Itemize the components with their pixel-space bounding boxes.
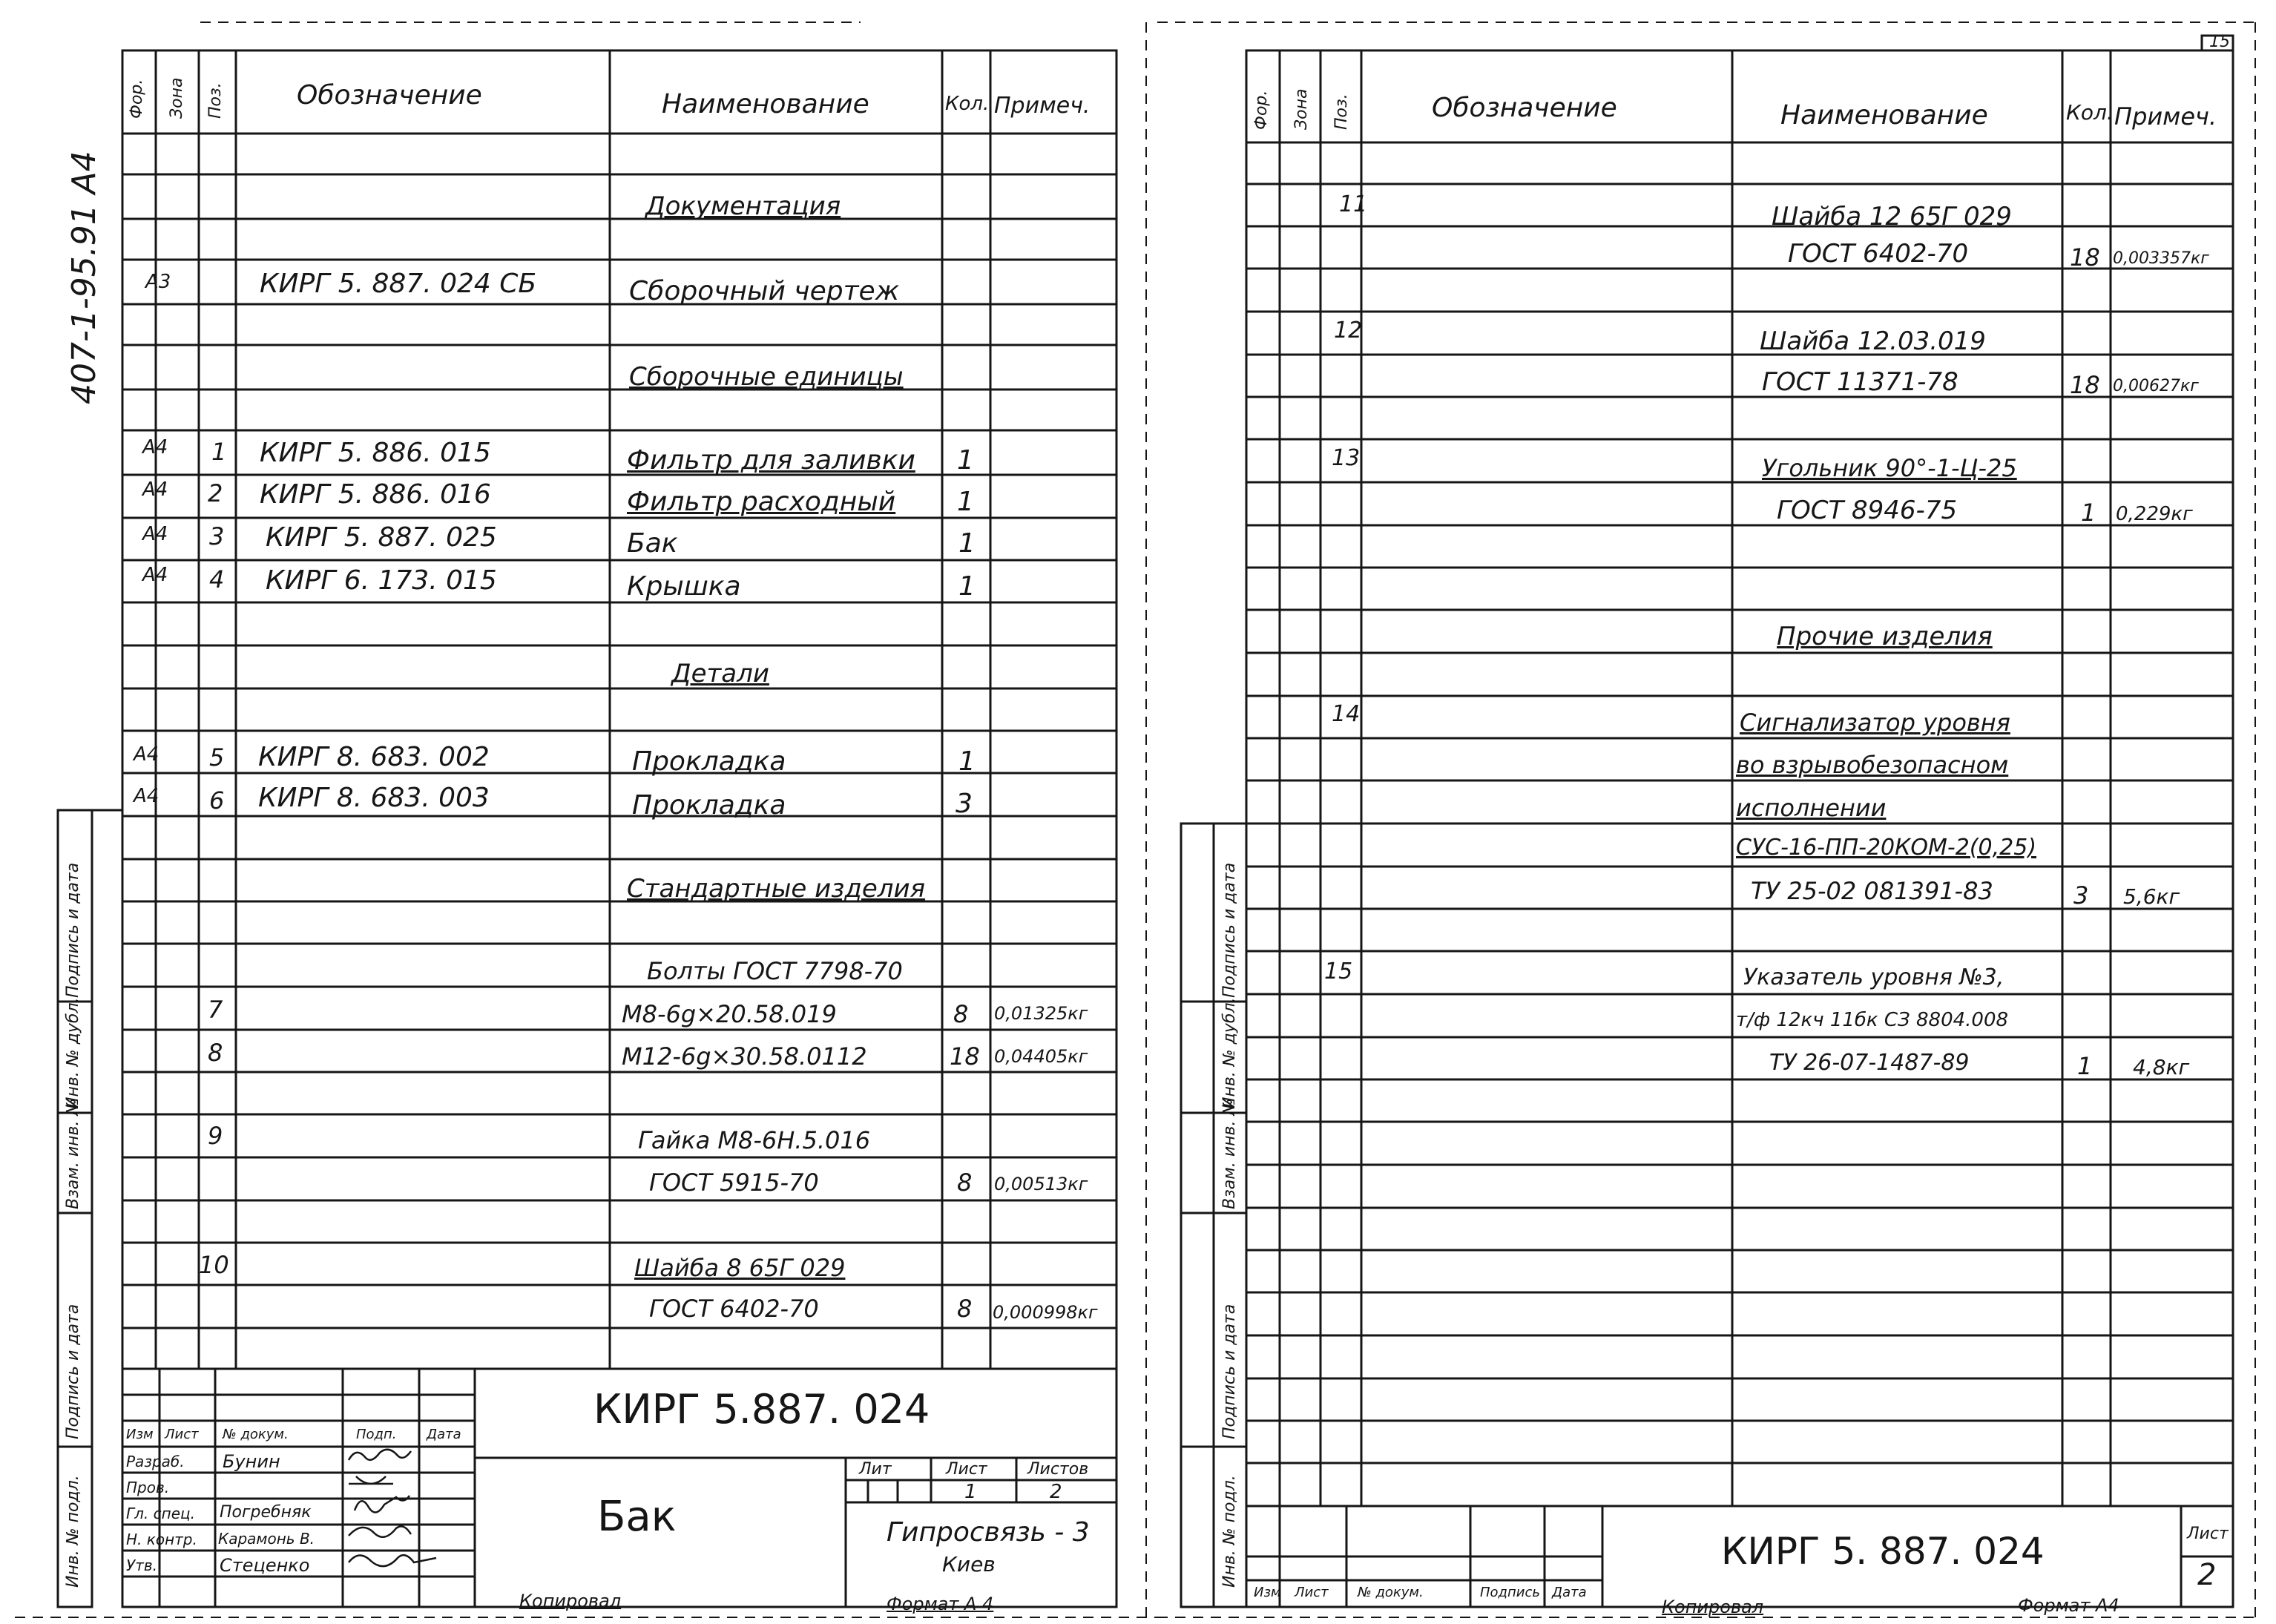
row-name: Прокладка — [632, 790, 786, 821]
row-name: Бак — [627, 528, 678, 559]
title-col-change: Изм — [126, 1427, 154, 1442]
side-label-replace-inv: Взам. инв. № — [1220, 1098, 1239, 1209]
row-pos: 15 — [1324, 959, 1353, 984]
row-qty: 1 — [957, 445, 974, 476]
row-name: Прокладка — [632, 746, 786, 777]
row-note: 0,003357кг — [2113, 249, 2209, 268]
header-format: Фор. — [128, 79, 146, 119]
header-zone: Зона — [1292, 88, 1311, 130]
row-qty: 1 — [958, 746, 976, 777]
footer-copied: Копировал — [519, 1591, 622, 1611]
row-designation: КИРГ 5. 887. 024 СБ — [260, 269, 537, 299]
side-label-sign-date: Подпись и дата — [1220, 1304, 1239, 1439]
row-name: Сигнализатор уровня — [1740, 709, 2010, 737]
title-col-date: Дата — [427, 1427, 461, 1442]
row-format: А4 — [142, 436, 168, 458]
row-designation: КИРГ 6. 173. 015 — [266, 565, 497, 596]
row-qty: 3 — [2073, 881, 2089, 910]
title-role: Н. контр. — [126, 1531, 197, 1548]
row-pos: 5 — [209, 743, 225, 772]
row-name: ГОСТ 8946-75 — [1777, 496, 1958, 525]
row-pos: 10 — [199, 1251, 229, 1279]
row-name: Указатель уровня №3, — [1743, 964, 2004, 990]
title-sheets-label: Листов — [1027, 1460, 1089, 1479]
title-role-name: Погребняк — [220, 1503, 312, 1522]
row-name: Гайка М8-6Н.5.016 — [638, 1126, 871, 1154]
row-name: ГОСТ 11371-78 — [1762, 367, 1958, 397]
row-qty: 1 — [957, 487, 974, 517]
title-sheet-value: 2 — [2197, 1558, 2217, 1592]
title-org-line2: Киев — [942, 1552, 996, 1577]
row-name: ГОСТ 6402-70 — [649, 1295, 819, 1323]
row-name: ТУ 26-07-1487-89 — [1769, 1050, 1970, 1076]
title-role: Утв. — [126, 1556, 157, 1574]
footer-format: Формат А4 — [2018, 1595, 2119, 1616]
title-doc-code: КИРГ 5. 887. 024 — [1721, 1530, 2045, 1573]
title-doc-code: КИРГ 5.887. 024 — [593, 1386, 930, 1433]
row-pos: 9 — [208, 1122, 223, 1150]
header-designation: Обозначение — [297, 80, 482, 111]
row-name: ГОСТ 6402-70 — [1788, 239, 1969, 269]
row-name: Шайба 12 65Г 029 — [1772, 202, 2012, 231]
row-qty: 18 — [2070, 371, 2100, 399]
row-pos: 11 — [1339, 191, 1368, 217]
row-pos: 12 — [1334, 318, 1363, 343]
title-col-sheet: Лист — [165, 1427, 199, 1442]
row-name: СУС-16-ПП-20КОМ-2(0,25) — [1736, 835, 2037, 861]
row-name: Шайба 12.03.019 — [1760, 326, 1986, 356]
row-pos: 7 — [208, 996, 223, 1024]
row-note: 0,00627кг — [2113, 377, 2199, 395]
row-qty: 8 — [957, 1168, 973, 1197]
page-number: 15 — [2209, 33, 2230, 51]
row-note: 0,01325кг — [994, 1003, 1088, 1024]
row-note: 0,00513кг — [994, 1174, 1088, 1194]
row-pos: 14 — [1332, 701, 1361, 727]
title-col-change: Изм — [1254, 1585, 1281, 1600]
row-qty: 1 — [2077, 1052, 2093, 1080]
row-designation: КИРГ 8. 683. 003 — [258, 783, 490, 813]
title-product-name: Бак — [597, 1493, 677, 1541]
title-col-docno: № докум. — [223, 1427, 289, 1442]
title-role-name: Стеценко — [220, 1555, 310, 1576]
row-note: 0,000998кг — [993, 1302, 1098, 1323]
title-sheet-label: Лист — [946, 1460, 987, 1479]
row-format: А4 — [142, 564, 168, 586]
header-name: Наименование — [662, 89, 869, 119]
row-note: 0,04405кг — [994, 1046, 1088, 1067]
title-role-name: Карамонь В. — [218, 1530, 315, 1548]
row-name: Болты ГОСТ 7798-70 — [647, 957, 903, 985]
row-name: во взрывобезопасном — [1736, 751, 2009, 779]
header-note: Примеч. — [2114, 102, 2217, 131]
row-qty: 1 — [958, 528, 976, 559]
title-role: Гл. спец. — [126, 1505, 195, 1522]
section-assembly-units: Сборочные единицы — [629, 362, 904, 392]
title-col-sheet: Лист — [1295, 1585, 1329, 1600]
title-role: Разраб. — [126, 1453, 185, 1470]
header-designation: Обозначение — [1432, 93, 1617, 123]
row-note: 4,8кг — [2133, 1055, 2190, 1079]
side-label-sign-date: Подпись и дата — [1220, 862, 1239, 998]
title-stage-label: Лит — [859, 1460, 892, 1479]
title-sheet-label: Лист — [2187, 1525, 2229, 1543]
title-role: Пров. — [126, 1479, 170, 1496]
section-parts: Детали — [671, 659, 769, 688]
row-name: ГОСТ 5915-70 — [649, 1168, 819, 1197]
title-col-signature: Подпись — [1480, 1585, 1540, 1600]
row-note: 5,6кг — [2123, 884, 2180, 909]
footer-copied: Копировал — [1662, 1597, 1764, 1617]
title-org-line1: Гипросвязь - 3 — [887, 1517, 1090, 1548]
row-qty: 3 — [956, 789, 973, 819]
row-pos: 13 — [1332, 445, 1361, 471]
row-designation: КИРГ 8. 683. 002 — [258, 742, 490, 772]
title-col-date: Дата — [1552, 1585, 1587, 1600]
header-name: Наименование — [1780, 100, 1988, 131]
row-name: ТУ 25-02 081391-83 — [1751, 877, 1993, 905]
row-qty: 8 — [957, 1295, 973, 1323]
header-format: Фор. — [1252, 90, 1271, 130]
row-name: Сборочный чертеж — [629, 276, 900, 306]
row-qty: 8 — [953, 1000, 969, 1028]
row-name: исполнении — [1736, 794, 1887, 822]
section-standard-items: Стандартные изделия — [627, 874, 926, 904]
row-format: А4 — [142, 479, 168, 501]
title-col-docno: № докум. — [1358, 1585, 1424, 1600]
title-sheets-value: 2 — [1050, 1481, 1062, 1503]
row-qty: 1 — [958, 571, 976, 602]
row-qty: 1 — [2081, 499, 2096, 527]
title-col-signature: Подп. — [356, 1427, 397, 1442]
row-name: М12-6g×30.58.0112 — [622, 1042, 867, 1071]
row-pos: 3 — [209, 522, 225, 550]
row-name: Угольник 90°-1-Ц-25 — [1762, 454, 2017, 482]
row-name: т/ф 12кч 11бк СЗ 8804.008 — [1736, 1009, 2009, 1031]
header-pos: Поз. — [206, 82, 225, 119]
row-name: Шайба 8 65Г 029 — [634, 1254, 846, 1282]
side-label-inv-orig: Инв. № подл. — [64, 1475, 82, 1588]
row-designation: КИРГ 5. 887. 025 — [266, 522, 497, 553]
row-name: Крышка — [627, 571, 741, 602]
header-qty: Кол. — [945, 93, 990, 115]
row-format: А4 — [142, 523, 168, 545]
row-qty: 18 — [950, 1042, 980, 1071]
row-format: А3 — [145, 271, 171, 293]
row-name: М8-6g×20.58.019 — [622, 1000, 837, 1028]
side-label-replace-inv: Взам. инв. № — [64, 1098, 82, 1209]
row-pos: 8 — [208, 1039, 223, 1067]
row-pos: 4 — [209, 565, 225, 594]
title-role-name: Бунин — [223, 1451, 280, 1472]
header-zone: Зона — [168, 77, 186, 119]
row-format: А4 — [134, 743, 159, 766]
side-label-inv-dup: Инв. № дубл. — [1220, 997, 1239, 1109]
side-label-inv-orig: Инв. № подл. — [1220, 1475, 1239, 1588]
title-sheet-value: 1 — [964, 1481, 977, 1503]
row-designation: КИРГ 5. 886. 015 — [260, 438, 491, 468]
row-name: Фильтр для заливки — [627, 445, 915, 476]
header-note: Примеч. — [994, 93, 1091, 119]
row-format: А4 — [134, 785, 159, 807]
row-designation: КИРГ 5. 886. 016 — [260, 479, 491, 510]
row-pos: 6 — [209, 786, 225, 815]
footer-format: Формат А 4 — [887, 1594, 994, 1614]
row-name: Фильтр расходный — [627, 487, 896, 517]
side-label-inv-dup: Инв. № дубл. — [64, 997, 82, 1109]
side-label-sign-date: Подпись и дата — [64, 1304, 82, 1439]
header-qty: Кол. — [2066, 100, 2114, 125]
section-other-items: Прочие изделия — [1777, 622, 1993, 651]
row-qty: 18 — [2070, 243, 2100, 272]
side-code-label: 407-1-95.91 A4 — [65, 151, 103, 404]
row-note: 0,229кг — [2116, 503, 2193, 525]
side-label-sign-date: Подпись и дата — [64, 862, 82, 998]
row-pos: 2 — [208, 479, 223, 507]
row-pos: 1 — [211, 438, 227, 466]
section-documentation: Документация — [645, 191, 841, 221]
header-pos: Поз. — [1332, 93, 1351, 130]
